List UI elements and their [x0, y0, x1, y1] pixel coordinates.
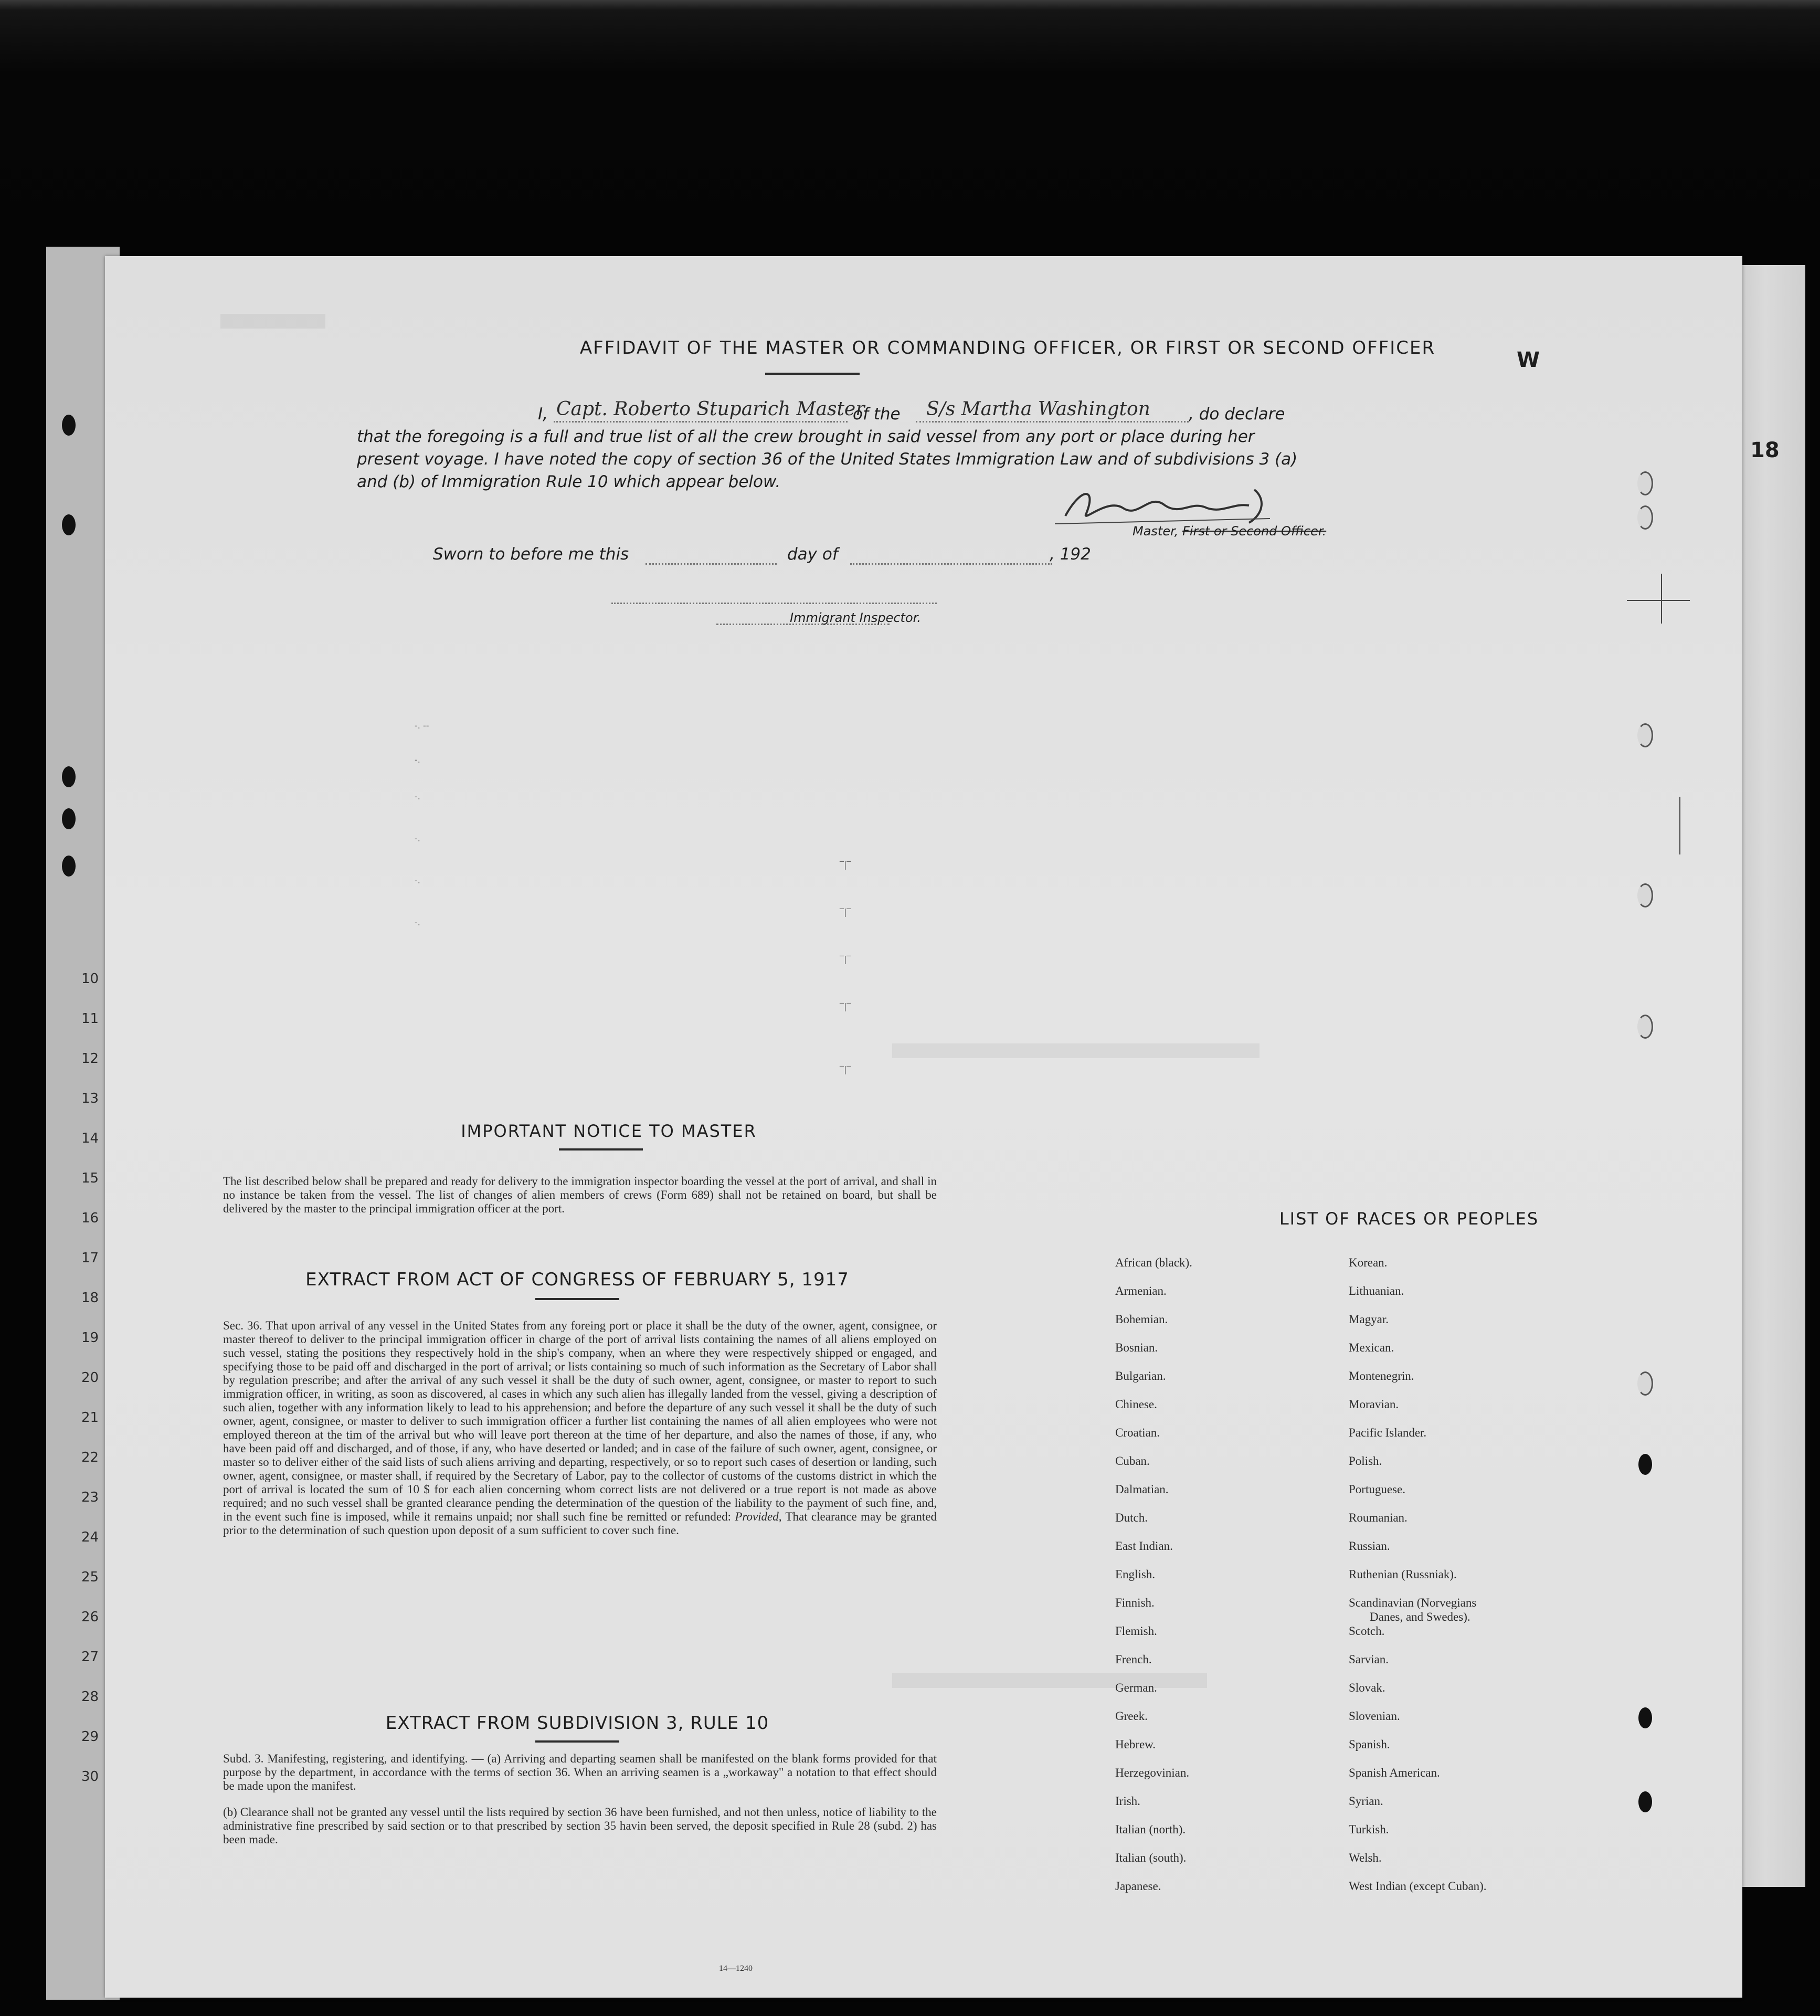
- row-number: 23: [81, 1490, 99, 1505]
- rule-subd-a: Subd. 3. Manifesting, registering, and identifying. — (a) Arriving and departing seamen shall be manifested on the blank forms provided for that purpose by the department, in accordance with the terms of section 36. When an arriving seamen is a „workaway" a notation to that effect should be made upon the manifest.: [223, 1752, 937, 1792]
- corner-mark: W: [1517, 348, 1540, 372]
- row-number: 26: [81, 1609, 99, 1625]
- race-item: Bosnian.: [1115, 1341, 1158, 1354]
- row-number: 20: [81, 1370, 99, 1386]
- race-item: Croatian.: [1115, 1426, 1160, 1439]
- race-item: English.: [1115, 1568, 1156, 1581]
- row-number: 25: [81, 1569, 99, 1585]
- races-title: LIST OF RACES OR PEOPLES: [1279, 1209, 1539, 1229]
- sworn-text: Sworn to before me this: [433, 545, 629, 564]
- declaration-line-2: that the foregoing is a full and true list of all the crew brought in said vessel from any port or place during her: [357, 427, 1255, 446]
- race-item: Dalmatian.: [1115, 1483, 1169, 1496]
- punch-hole: [1637, 471, 1653, 495]
- row-number: 28: [81, 1689, 99, 1705]
- race-item: Sarvian.: [1349, 1653, 1389, 1666]
- punch-hole: [1638, 1454, 1652, 1475]
- race-item: African (black).: [1115, 1256, 1192, 1269]
- day-of-label: day of: [787, 545, 838, 564]
- handwritten-master-name: Capt. Roberto Stuparich Master: [556, 398, 865, 420]
- race-item: Pacific Islander.: [1349, 1426, 1427, 1439]
- row-number: 13: [81, 1091, 99, 1106]
- race-item: Polish.: [1349, 1454, 1382, 1468]
- page-number-right: 18: [1750, 438, 1780, 462]
- affidavit-page: AFFIDAVIT OF THE MASTER OR COMMANDING OFFICER, OR FIRST OR SECOND OFFICER W I, Capt. Roberto Stuparich Master of the S/s Martha Washington , do declare that the foregoing is a full and true list of all the crew brought in said vessel from any port or place during her present voyage. I have noted the copy of section 36 of the United States Immigration Law and of subdivisions 3 (a) and (b) of Immigration Rule 10 which appear below. Master, First or Second Officer. Sworn to before me this day of , 192 Immigrant Inspector. -. -- -. -. -. -. -. ‾|‾ ‾|‾ ‾|‾ ‾|‾ ‾|‾ IMPORTANT NOTICE TO MASTER The list described below shall be prepared and ready for delivery to the immigration inspector boarding the vessel at the port of arrival, and shall in no instance be taken from the vessel. The list of changes of alien members of crews (Form 689) shall not be retained on board, but shall be delivered by the master to the principal immigration officer at the port. EXTRACT FROM ACT OF CONGRESS OF FEBRUARY 5, 1917 Sec. 36. That upon arrival of any vessel in the United States from any foreing port or place it shall be the duty of the owner, agent, consignee, or master thereof to deliver to the principal immigration officer in charge of the port of arrival lists containing the names of all aliens employed on such vessel, stating the positions they respectively hold in the ship's company, when an where they were respectively shipped or engaged, and specifying those to be paid off and discharged in the port of arrival; or lists containing so much of such information as the Secretary of Labor shall by regulation prescribe; and after the arrival of any such vessel it shall be the duty of such owner, agent, consignee, or master to report to such immigration officer, in writing, as soon as discovered, al cases in which any such alien has illegally landed from the vessel, giving a description of such alien, together with any information likely to lead to his apprehension; and before the departure of any such vessel it shall be the duty of such owner, agent, consignee, or master to deliver to such immigration officer a further list containing the names of all alien employees who were not employed thereon at the tim of the arrival but who will leave port thereon at the time of her departure, and also the names of those, if any, who have been paid off and discharged, and of those, if any, who have deserted or landed; and in case of the failure of such owner, agent, consignee, or master so to deliver either of the said lists of such aliens arriving and departing, respectively, or so to report such cases of desertion or landing, such owner, agent, consignee, or master shall, if required by the Secretary of Labor, pay to the collector of customs of the customs district in which the port of arrival is located the sum of 10 $ for each alien concerning whom correct lists are not delivered or a true report is not made as above required; and no such vessel shall be granted clearance pending the determination of the question of the liability to the payment of such fine, and, in the event such fine is imposed, while it remains unpaid; nor shall such fine be remitted or refunded: Provided, That clearance may be granted prior to the determination of such question upon deposit of a sum sufficient to cover such fine. EXTRACT FROM SUBDIVISION 3, RULE 10 Subd. 3. Manifesting, registering, and identifying. — (a) Arriving and departing seamen shall be manifested on the blank forms provided for that purpose by the department, in accordance with the terms of section 36. When an arriving seamen is a „workaway" a notation to that effect should be made upon the manifest. (b) Clearance shall not be granted any vessel until the lists required by section 36 have been furnished, and not then unless, notice of liability to the administrative fine prescribed by said section or to that prescribed by section 35 havin been served, the deposit specified in Rule 28 (subd. 2) has been made. 14—1240 LIST OF RACES OR PEOPLES African (black). Armenian. Bohemian. Bosnian. Bulgarian. Chinese. Croatian. Cuban. Dalmatian. Dutch. East Indian. English. Finnish. Flemish. French. German. Greek. Hebrew. Herzegovinian. Irish. Italian (north). Italian (south). Japanese. Korean. Lithuanian. Magyar. Mexican. Montenegrin. Moravian. Pacific Islander. Polish. Portuguese. Roumanian. Russian. Ruthenian (Russniak). Scandinavian (Norvegians Danes, and Swedes). Scotch. Sarvian. Slovak. Slovenian. Spanish. Spanish American. Syrian. Turkish. Welsh. West Indian (except Cuban).: [105, 256, 1742, 1998]
- binding-hole: [62, 514, 76, 535]
- signature-label: [1133, 524, 1326, 539]
- row-number: 17: [81, 1250, 99, 1266]
- row-number: 30: [81, 1769, 99, 1785]
- binding-hole: [62, 808, 76, 829]
- race-item: Dutch.: [1115, 1511, 1148, 1524]
- race-item: East Indian.: [1115, 1539, 1173, 1553]
- race-item: Armenian.: [1115, 1284, 1167, 1297]
- race-item: Chinese.: [1115, 1398, 1157, 1411]
- race-item: Herzegovinian.: [1115, 1766, 1190, 1779]
- declaration-line-4: and (b) of Immigration Rule 10 which appear below.: [357, 472, 781, 491]
- punch-hole: [1637, 723, 1653, 747]
- affidavit-title: AFFIDAVIT OF THE MASTER OR COMMANDING OFFICER, OR FIRST OR SECOND OFFICER: [579, 337, 1436, 358]
- form-number: 14—1240: [719, 1964, 753, 1973]
- race-item: Moravian.: [1349, 1398, 1399, 1411]
- binding-hole: [62, 415, 76, 436]
- race-item: Portuguese.: [1349, 1483, 1405, 1496]
- row-number: 27: [81, 1649, 99, 1665]
- race-item: Flemish.: [1115, 1624, 1157, 1638]
- row-number: 24: [81, 1529, 99, 1545]
- underlying-page-right: [1732, 265, 1805, 1887]
- race-item: Greek.: [1115, 1709, 1148, 1723]
- race-item: Bohemian.: [1115, 1313, 1168, 1326]
- row-number: 22: [81, 1450, 99, 1465]
- notice-title: IMPORTANT NOTICE TO MASTER: [461, 1121, 757, 1141]
- race-item: Slovak.: [1349, 1681, 1385, 1694]
- race-item: Irish.: [1115, 1795, 1140, 1808]
- race-item: Spanish.: [1349, 1738, 1390, 1751]
- race-item: Welsh.: [1349, 1851, 1382, 1864]
- race-item: Montenegrin.: [1349, 1369, 1414, 1382]
- race-item: Roumanian.: [1349, 1511, 1408, 1524]
- race-item: Russian.: [1349, 1539, 1390, 1553]
- race-item: German.: [1115, 1681, 1157, 1694]
- declaration-i: I,: [538, 405, 548, 424]
- race-item: French.: [1115, 1653, 1152, 1666]
- race-item: Cuban.: [1115, 1454, 1150, 1468]
- race-item: Korean.: [1349, 1256, 1388, 1269]
- declaration-do-declare: , do declare: [1189, 405, 1285, 424]
- declaration-of-the: of the: [853, 405, 901, 424]
- race-item: Turkish.: [1349, 1823, 1389, 1836]
- punch-hole: [1637, 883, 1653, 907]
- punch-hole: [1638, 1791, 1652, 1812]
- race-item: Slovenian.: [1349, 1709, 1400, 1723]
- race-item: Syrian.: [1349, 1795, 1383, 1808]
- row-number: 29: [81, 1729, 99, 1745]
- act-underline: [535, 1298, 619, 1300]
- race-item: Finnish.: [1115, 1596, 1155, 1609]
- title-underline: [765, 373, 860, 375]
- row-number: 11: [81, 1011, 99, 1027]
- master-label: Master,: [1133, 524, 1179, 539]
- film-frame-top: [0, 0, 1820, 247]
- row-number: 14: [81, 1131, 99, 1146]
- binding-hole: [62, 766, 76, 787]
- act-title: EXTRACT FROM ACT OF CONGRESS OF FEBRUARY 5, 1917: [305, 1269, 849, 1290]
- binding-hole: [62, 856, 76, 877]
- row-number: 12: [81, 1051, 99, 1067]
- race-item: Italian (north).: [1115, 1823, 1186, 1836]
- rule-subd-b: (b) Clearance shall not be granted any vessel until the lists required by section 36 have been furnished, and not then unless, notice of liability to the administrative fine prescribed by said section or to that prescribed by section 35 havin been served, the deposit specified in Rule 28 (subd. 2) has been made.: [223, 1806, 937, 1846]
- race-item: Scandinavian (Norvegians: [1349, 1596, 1477, 1609]
- race-item: Bulgarian.: [1115, 1369, 1166, 1382]
- punch-hole: [1637, 1015, 1653, 1039]
- race-item: Mexican.: [1349, 1341, 1394, 1354]
- punch-hole: [1638, 1707, 1652, 1728]
- declaration-line-3: present voyage. I have noted the copy of section 36 of the United States Immigration Law and of subdivisions 3 (a): [357, 450, 1298, 469]
- row-number: 21: [81, 1410, 99, 1426]
- punch-hole: [1637, 1371, 1653, 1396]
- row-number: 10: [81, 971, 99, 987]
- race-item: Danes, and Swedes).: [1370, 1610, 1470, 1623]
- race-item: Lithuanian.: [1349, 1284, 1404, 1297]
- notice-underline: [559, 1148, 643, 1151]
- row-number: 15: [81, 1170, 99, 1186]
- race-item: Magyar.: [1349, 1313, 1389, 1326]
- row-number: 18: [81, 1290, 99, 1306]
- handwritten-vessel-name: S/s Martha Washington: [926, 398, 1150, 420]
- row-number: 16: [81, 1210, 99, 1226]
- struck-officer-label: First or Second Officer.: [1182, 524, 1327, 539]
- rule-title: EXTRACT FROM SUBDIVISION 3, RULE 10: [385, 1713, 769, 1734]
- act-proviso-word: Provided,: [735, 1510, 782, 1523]
- race-item: Italian (south).: [1115, 1851, 1187, 1864]
- punch-hole: [1637, 505, 1653, 530]
- race-item: Scotch.: [1349, 1624, 1385, 1638]
- immigrant-inspector-label: Immigrant Inspector.: [790, 610, 921, 625]
- race-item: Hebrew.: [1115, 1738, 1156, 1751]
- race-item: Japanese.: [1115, 1880, 1161, 1893]
- act-proviso-text: That clearance may be granted prior to the determination of such question upon deposit of a sum sufficient to cover such fine.: [223, 1510, 937, 1537]
- race-item: West Indian (except Cuban).: [1349, 1880, 1487, 1893]
- row-number: 19: [81, 1330, 99, 1346]
- rule-underline: [535, 1740, 619, 1743]
- act-text: [223, 1319, 937, 1537]
- race-item: Spanish American.: [1349, 1766, 1440, 1779]
- notice-text: The list described below shall be prepared and ready for delivery to the immigration inspector boarding the vessel at the port of arrival, and shall in no instance be taken from the vessel. The list of changes of alien members of crews (Form 689) shall not be retained on board, but shall be delivered by the master to the principal immigration officer at the port.: [223, 1175, 937, 1215]
- year-label: , 192: [1050, 545, 1091, 564]
- race-item: Ruthenian (Russniak).: [1349, 1568, 1457, 1581]
- act-section-text: Sec. 36. That upon arrival of any vessel in the United States from any foreing port or place it shall be the duty of the owner, agent, consignee, or master thereof to deliver to the principal immigration officer in charge of the port of arrival lists containing the names of all aliens employed on such vessel, stating the positions they respectively hold in the ship's company, when an where they were respectively shipped or engaged, and specifying those to be paid off and discharged in the port of arrival; or lists containing so much of such information as the Secretary of Labor shall by regulation prescribe; and after the arrival of any such vessel it shall be the duty of such owner, agent, consignee, or master to report to such immigration officer, in writing, as soon as discovered, al cases in which any such alien has illegally landed from the vessel, giving a description of such alien, together with any information likely to lead to his apprehension; and before the departure of any such vessel it shall be the duty of such owner, agent, consignee, or master to deliver to such immigration officer a further list containing the names of all alien employees who were not employed thereon at the tim of the arrival but who will leave port thereon at the time of her departure, and also the names of those, if any, who have been paid off and discharged, and of those, if any, who have deserted or landed; and in case of the failure of such owner, agent, consignee, or master so to deliver either of the said lists of such aliens arriving and departing, respectively, or so to report such cases of desertion or landing, such owner, agent, consignee, or master shall, if required by the Secretary of Labor, pay to the collector of customs of the customs district in which the port of arrival is located the sum of 10 $ for each alien concerning whom correct lists are not delivered or a true report is not made as above required; and no such vessel shall be granted clearance pending the determination of the question of the liability to the payment of such fine, and, in the event such fine is imposed, while it remains unpaid; nor shall such fine be remitted or refunded:: [223, 1319, 937, 1523]
